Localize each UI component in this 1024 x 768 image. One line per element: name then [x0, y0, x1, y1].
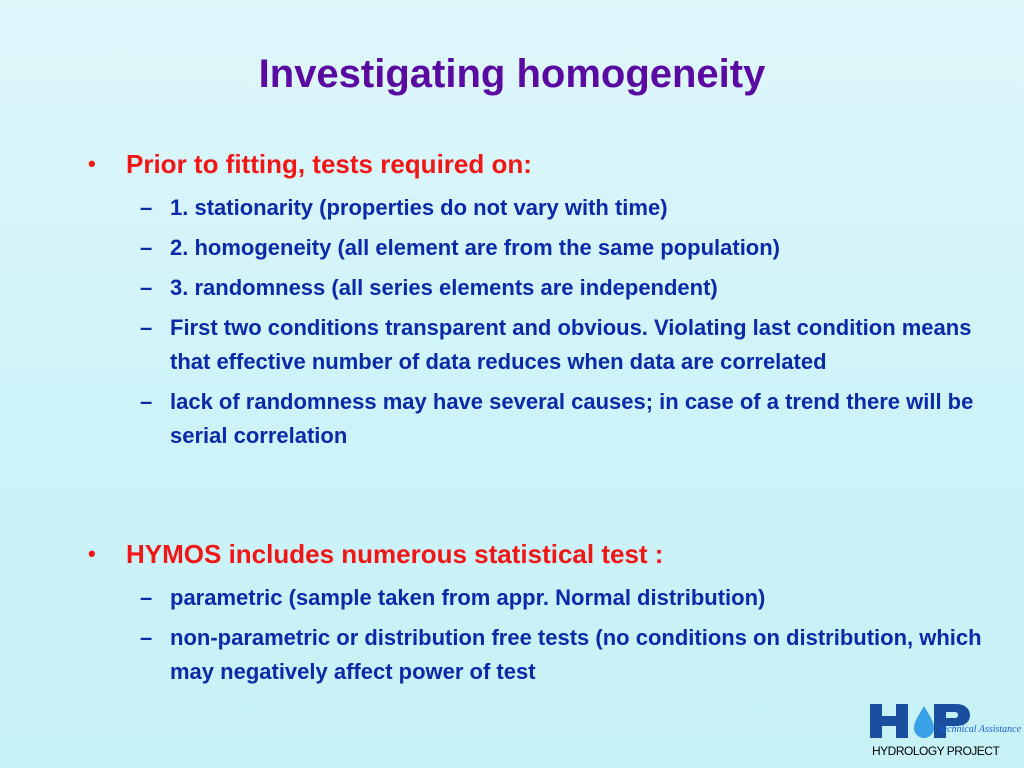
sub-item-text: First two conditions transparent and obvious. Violating last condition means that effective number of data reduces when data are correlated [170, 315, 972, 374]
sub-item [84, 311, 984, 379]
sub-item-text: 3. randomness (all series elements are independent) [170, 275, 718, 300]
water-drop-icon [914, 706, 934, 738]
logo-tagline: Technical Assistance [938, 724, 1022, 735]
section-hymos-tests [84, 537, 984, 695]
dash-marker: – [140, 235, 153, 260]
dash-marker: – [140, 195, 153, 220]
bullet-dot: • [88, 151, 96, 176]
sub-item-text: non-parametric or distribution free tests (no conditions on distribution, which may negatively affect power of test [170, 625, 982, 684]
sub-list [84, 191, 984, 453]
hydrology-project-logo [866, 700, 1022, 762]
sub-item [84, 621, 984, 689]
sub-item [84, 231, 984, 265]
dash-marker: – [140, 585, 153, 610]
sub-item-text: parametric (sample taken from appr. Normal distribution) [170, 585, 766, 610]
logo-name: HYDROLOGY PROJECT [872, 744, 1000, 758]
sub-list [84, 581, 984, 689]
bullet-item [84, 537, 984, 571]
dash-marker: – [140, 625, 153, 650]
bullet-text: HYMOS includes numerous statistical test : [126, 539, 664, 569]
dash-marker: – [140, 389, 153, 414]
sub-item-text: 2. homogeneity (all element are from the same population) [170, 235, 781, 260]
sub-item-text: lack of randomness may have several causes; in case of a trend there will be serial correlation [170, 389, 974, 448]
sub-item-text: 1. stationarity (properties do not vary with time) [170, 195, 668, 220]
sub-item [84, 385, 984, 453]
slide-title: Investigating homogeneity [258, 52, 766, 96]
bullet-text: Prior to fitting, tests required on: [126, 149, 532, 179]
section-prior-to-fitting [84, 147, 984, 459]
bullet-item [84, 147, 984, 181]
dash-marker: – [140, 315, 153, 340]
dash-marker: – [140, 275, 153, 300]
bullet-dot: • [88, 541, 96, 566]
sub-item [84, 271, 984, 305]
sub-item [84, 191, 984, 225]
sub-item [84, 581, 984, 615]
